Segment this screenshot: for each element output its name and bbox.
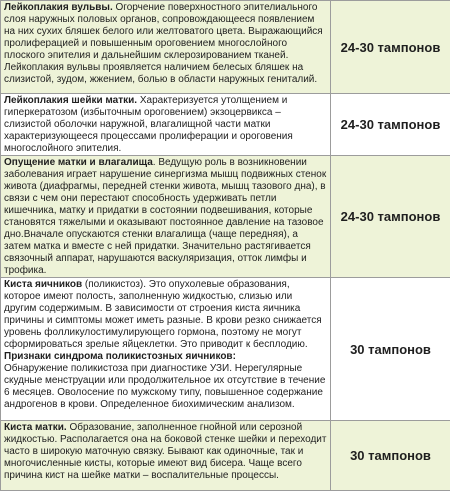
table-row [1, 156, 450, 278]
table-row [1, 421, 450, 491]
row-text: . Ведущую роль в возникновении заболевания играет нарушение синергизма мышц подвижных стенок живота (диафрагмы, передней стенки живота, мышц тазового дна), в связи с чем они перестают способность удерживать петли кишечника, матку и придатки в состоянии подвешивания, которые становятся тяжелыми и оказывают постоянное давление на тазовое дно.Вначале опускаются стенки влагалища (чаще передняя), а затем матка и вместе с ней придатки. Значительно растягивается связочный аппарат, нарушаются васкуляризация, отток лимфы и трофика. [4, 157, 326, 276]
row-text: Огорчение поверхностного эпителиального слоя наружных половых органов, сопровождающееся появлением на них сухих бляшек белого или желтоватого цвета. Выражающийся пролиферацией и повышенным ороговением многослойного плоского эпителия и дальнейшим склерозированием тканей. Лейкоплакия вульвы проявляется наличием белесых бляшек на слизистой, зудом, жжением, болью в области наружных гениталий. [4, 2, 323, 85]
row-text: Образование, заполненное гнойной или серозной жидкостью. Располагается она на боковой стенке шейки и переходит часто в широкую маточную связку. Бывают как одиночные, так и многочисленные кисты, которые имеют вид бисера. Чаще всего причина кист на шейке матки – воспалительные процессы. [4, 422, 326, 481]
row-text: (поликистоз). Это опухолевые образования, которое имеют полость, заполненную жидкостью, слизью или другим содержимым. В зависимости от строения киста яичника причины и симптомы может иметь разные. В крови резко снижается уровень фолликулостимулирующего гормона, поэтому не могут сформироваться зрелые яйцеклетки. Это приводит к бесплодию. [4, 279, 322, 350]
row-description [1, 278, 331, 421]
row-title: Лейкоплакия шейки матки. [4, 95, 137, 106]
tampon-count: 30 тампонов [331, 278, 450, 421]
tampon-count: 24-30 тампонов [331, 156, 450, 278]
row-title: Опущение матки и влагалища [4, 157, 153, 168]
row-title: Киста матки. [4, 422, 67, 433]
tampon-count: 24-30 тампонов [331, 94, 450, 156]
tampon-count: 24-30 тампонов [331, 1, 450, 94]
row-title: Лейкоплакия вульвы. [4, 2, 113, 13]
row-text: Характеризуется утолщением и гиперкератозом (избыточным ороговением) экзоцервикса – слизистой оболочки наружной, влагалищной части матки характеризующееся процессами пролиферации и ороговения многослойного эпителия. [4, 95, 293, 154]
table-row [1, 278, 450, 421]
row-description [1, 156, 331, 278]
row-subtitle: Признаки синдрома поликистозных яичников: [4, 351, 327, 363]
table-row [1, 94, 450, 156]
tampon-count: 30 тампонов [331, 421, 450, 491]
row-description [1, 1, 331, 94]
table-row [1, 1, 450, 94]
row-description [1, 421, 331, 491]
row-title: Киста яичников [4, 279, 82, 290]
row-description [1, 94, 331, 156]
row-subtext: Обнаружение поликистоза при диагностике УЗИ. Нерегулярные скудные менструации или продолжительное их отсутствие в течение 6 месяцев. Оволосение по мужскому типу, повышенное содержание андрогенов в крови. Определенное биохимическим анализом. [4, 363, 325, 410]
